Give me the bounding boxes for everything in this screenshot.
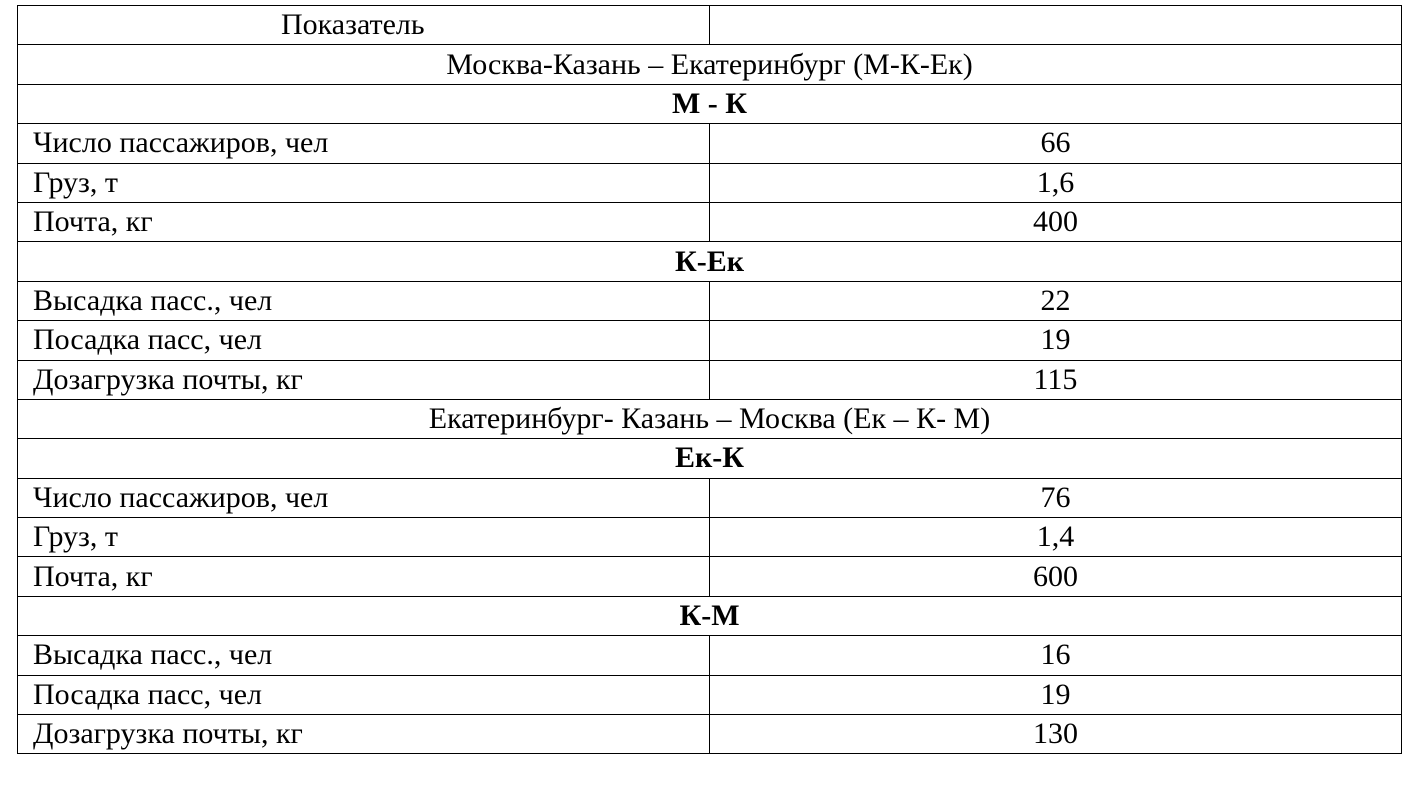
table-row	[18, 360, 1402, 399]
row-value: 115	[710, 360, 1402, 399]
route-title: Москва-Казань – Екатеринбург (М-К-Ек)	[18, 45, 1402, 84]
row-value: 19	[710, 675, 1402, 714]
row-value: 22	[710, 281, 1402, 320]
row-value: 400	[710, 202, 1402, 241]
table-row	[18, 675, 1402, 714]
row-label: Высадка пасс., чел	[18, 636, 710, 675]
segment-row	[18, 84, 1402, 123]
segment-row	[18, 439, 1402, 478]
header-indicator-cell: Показатель	[18, 6, 710, 45]
segment-title: М - К	[18, 84, 1402, 123]
row-value: 16	[710, 636, 1402, 675]
row-value: 130	[710, 715, 1402, 754]
segment-row	[18, 596, 1402, 635]
segment-title: К-М	[18, 596, 1402, 635]
table-row	[18, 281, 1402, 320]
row-label: Посадка пасс, чел	[18, 321, 710, 360]
row-label: Дозагрузка почты, кг	[18, 360, 710, 399]
flight-load-table	[17, 5, 1402, 754]
row-label: Дозагрузка почты, кг	[18, 715, 710, 754]
row-value: 600	[710, 557, 1402, 596]
table-row	[18, 163, 1402, 202]
table-row	[18, 557, 1402, 596]
segment-title: К-Ек	[18, 242, 1402, 281]
row-value: 66	[710, 124, 1402, 163]
table-row	[18, 715, 1402, 754]
table-header-row	[18, 6, 1402, 45]
segment-row	[18, 242, 1402, 281]
table-row	[18, 518, 1402, 557]
table-row	[18, 124, 1402, 163]
row-label: Груз, т	[18, 518, 710, 557]
row-value: 19	[710, 321, 1402, 360]
row-label: Число пассажиров, чел	[18, 478, 710, 517]
row-value: 1,4	[710, 518, 1402, 557]
header-value-cell	[710, 6, 1402, 45]
row-value: 76	[710, 478, 1402, 517]
route-row	[18, 399, 1402, 438]
segment-title: Ек-К	[18, 439, 1402, 478]
row-label: Число пассажиров, чел	[18, 124, 710, 163]
table-row	[18, 321, 1402, 360]
route-row	[18, 45, 1402, 84]
row-label: Посадка пасс, чел	[18, 675, 710, 714]
row-label: Почта, кг	[18, 202, 710, 241]
table-row	[18, 478, 1402, 517]
route-title: Екатеринбург- Казань – Москва (Ек – К- М)	[18, 399, 1402, 438]
table-row	[18, 202, 1402, 241]
row-label: Почта, кг	[18, 557, 710, 596]
row-label: Груз, т	[18, 163, 710, 202]
row-value: 1,6	[710, 163, 1402, 202]
table-row	[18, 636, 1402, 675]
row-label: Высадка пасс., чел	[18, 281, 710, 320]
